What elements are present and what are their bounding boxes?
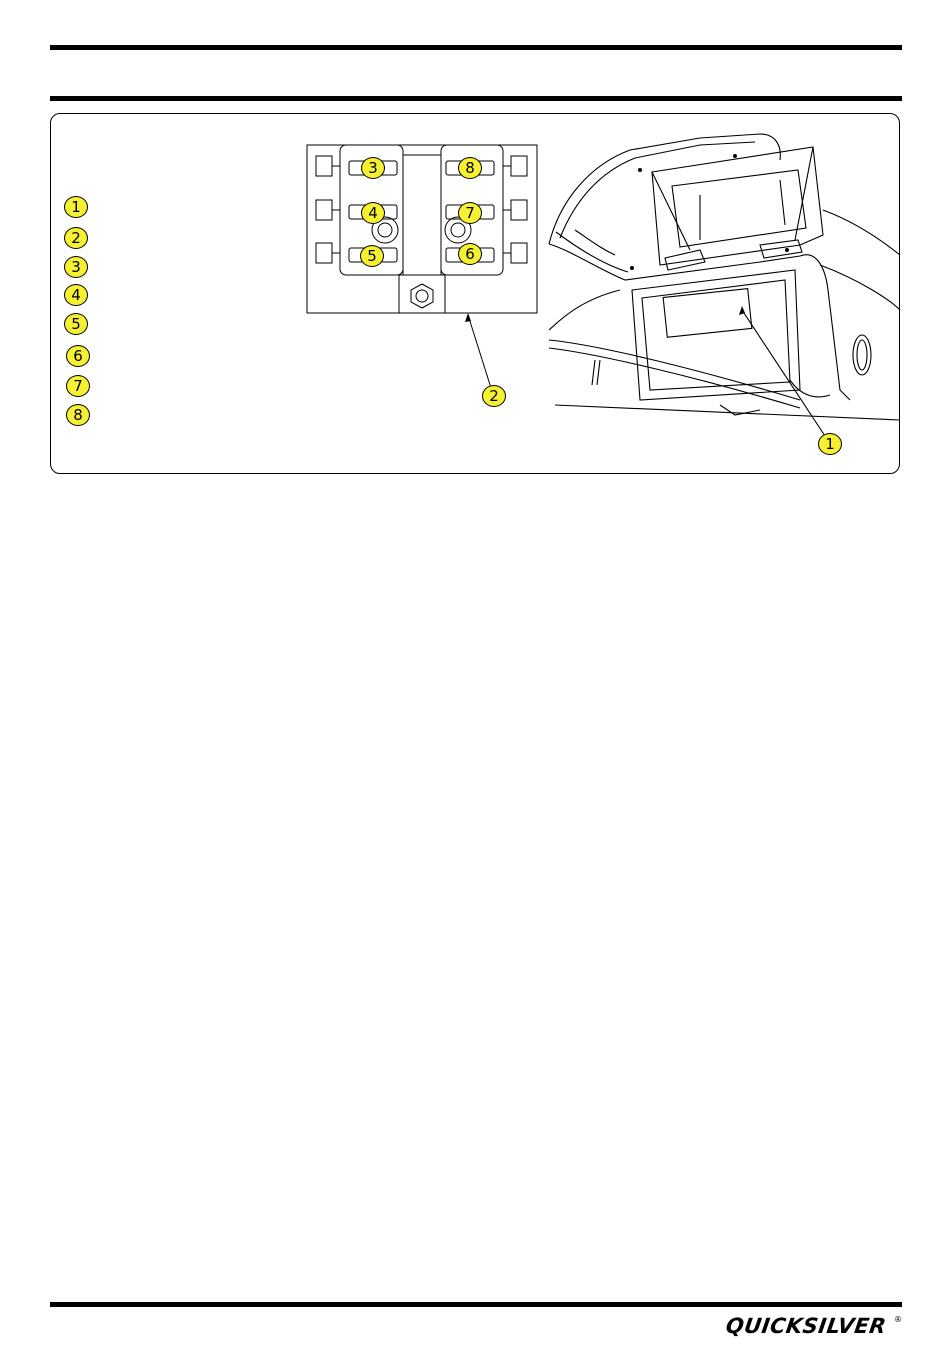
fuse-callout-4: 4 (361, 202, 385, 224)
callout-badge: 4 (64, 284, 88, 306)
fuse-callout-6: 6 (458, 243, 482, 265)
technical-drawing (0, 0, 950, 480)
callout-badge: 5 (64, 313, 88, 335)
brand-logo-text: QUICKSILVER (724, 1314, 888, 1338)
callout-badge: 7 (66, 375, 90, 397)
fuse-block-callout-2: 2 (482, 385, 506, 407)
callout-badge: 3 (64, 256, 88, 278)
fuse-callout-8: 8 (458, 157, 482, 179)
fuse-callout-7: 7 (458, 202, 482, 224)
callout-badge: 2 (64, 227, 88, 249)
registered-mark: ® (894, 1315, 902, 1324)
footer-rule (50, 1302, 902, 1307)
fuse-callout-5: 5 (360, 245, 384, 267)
fuse-block-drawing (307, 145, 537, 388)
console-callout-1: 1 (818, 433, 842, 455)
callout-badge: 1 (64, 196, 88, 218)
callout-badge: 8 (66, 404, 90, 426)
brand-logo (726, 1314, 906, 1344)
console-drawing (549, 134, 900, 436)
callout-badge: 6 (66, 345, 90, 367)
fuse-callout-3: 3 (361, 157, 385, 179)
